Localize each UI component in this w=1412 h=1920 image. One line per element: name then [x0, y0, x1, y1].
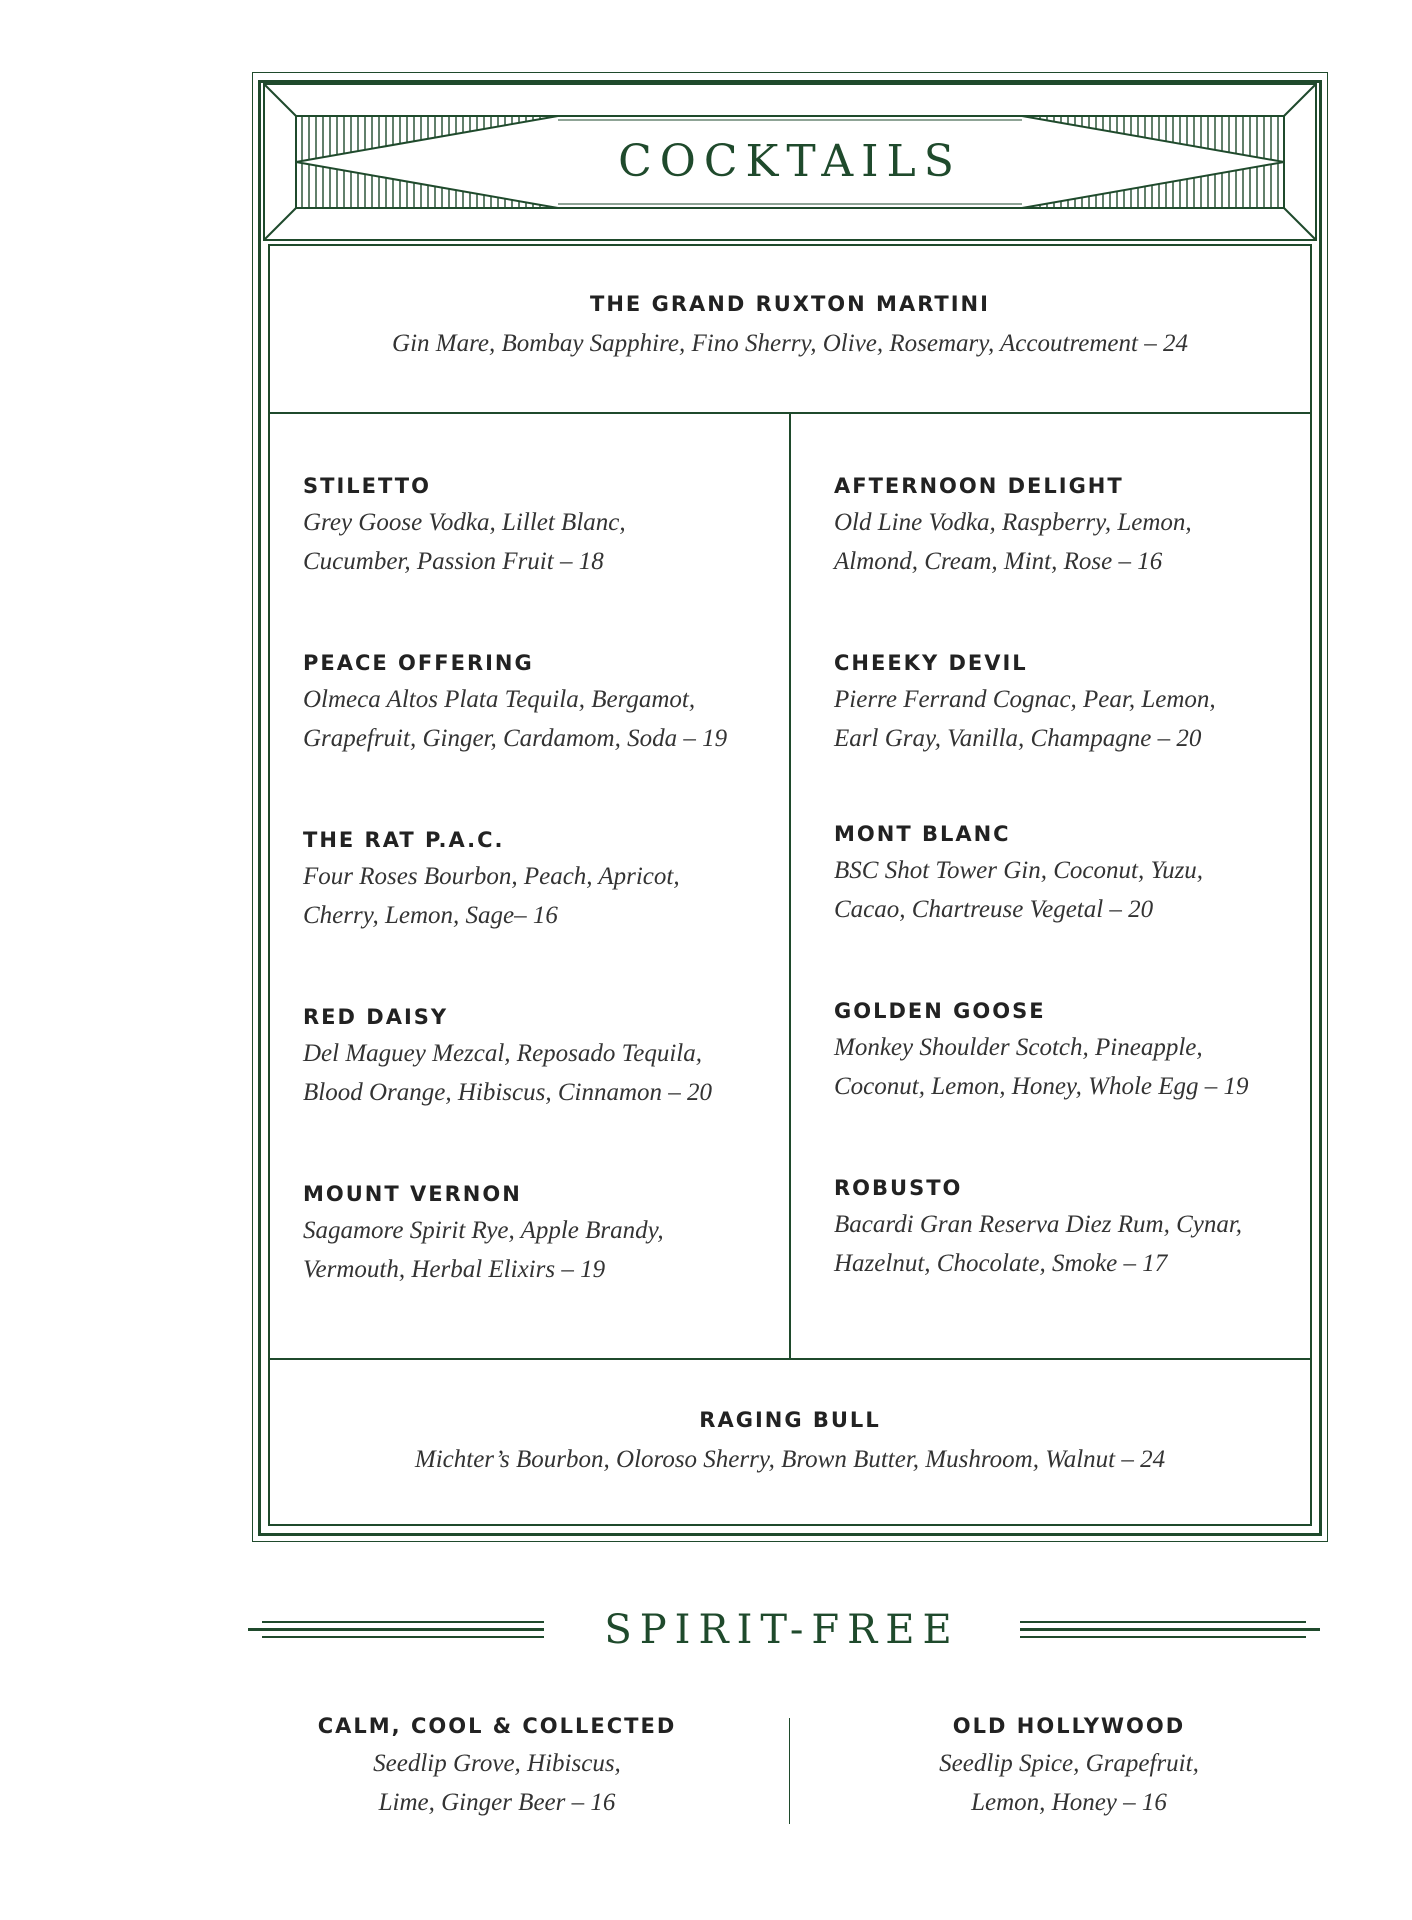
cocktail-description-line1: Olmeca Altos Plata Tequila, Bergamot, [303, 686, 696, 713]
cocktail-description-line2: Cucumber, Passion Fruit – 18 [303, 548, 604, 575]
cocktail-description-line1: Monkey Shoulder Scotch, Pineapple, [834, 1034, 1203, 1061]
cocktail-description-line1: Grey Goose Vodka, Lillet Blanc, [303, 509, 626, 536]
cocktail-name: GOLDEN GOOSE [834, 999, 1046, 1023]
cocktail-description-line1: Del Maguey Mezcal, Reposado Tequila, [303, 1040, 702, 1067]
cocktail-description-line2: Blood Orange, Hibiscus, Cinnamon – 20 [303, 1079, 713, 1106]
cocktail-name: RED DAISY [303, 1005, 449, 1029]
spirit-free-description-line1: Seedlip Grove, Hibiscus, [373, 1750, 621, 1777]
cocktail-description-line1: Four Roses Bourbon, Peach, Apricot, [303, 863, 680, 890]
cocktail-description-line1: Sagamore Spirit Rye, Apple Brandy, [303, 1217, 664, 1244]
featured-top-description: Gin Mare, Bombay Sapphire, Fino Sherry, Olive, Rosemary, Accoutrement – 24 [392, 330, 1188, 357]
cocktail-name: ROBUSTO [834, 1176, 963, 1200]
spirit-free-name: CALM, COOL & COLLECTED [317, 1714, 677, 1738]
featured-bottom-name: RAGING BULL [699, 1408, 881, 1432]
column-divider [789, 412, 791, 1358]
cocktail-description-line2: Vermouth, Herbal Elixirs – 19 [303, 1256, 606, 1283]
spirit-free-heading: SPIRIT-FREE [604, 1607, 960, 1653]
spirit-free-name: OLD HOLLYWOOD [952, 1714, 1186, 1738]
cocktails-heading: COCKTAILS [618, 136, 962, 187]
cocktail-name: MONT BLANC [834, 822, 1011, 846]
cocktail-description-line1: Bacardi Gran Reserva Diez Rum, Cynar, [834, 1211, 1243, 1238]
cocktail-description-line2: Grapefruit, Ginger, Cardamom, Soda – 19 [303, 725, 728, 752]
spirit-free-description-line2: Lime, Ginger Beer – 16 [378, 1789, 616, 1816]
spirit-free-rule-left [248, 1618, 544, 1642]
spirit-free-rule-right [1020, 1618, 1320, 1642]
spirit-free-description-line1: Seedlip Spice, Grapefruit, [939, 1750, 1199, 1777]
cocktail-description-line1: Old Line Vodka, Raspberry, Lemon, [834, 509, 1192, 536]
cocktail-description-line2: Earl Gray, Vanilla, Champagne – 20 [834, 725, 1202, 752]
featured-top-name: THE GRAND RUXTON MARTINI [590, 292, 990, 316]
cocktail-description-line2: Coconut, Lemon, Honey, Whole Egg – 19 [834, 1073, 1249, 1100]
cocktail-description-line1: BSC Shot Tower Gin, Coconut, Yuzu, [834, 857, 1204, 884]
cocktail-name: PEACE OFFERING [303, 651, 534, 675]
spirit-free-divider [789, 1718, 790, 1824]
cocktail-description-line1: Pierre Ferrand Cognac, Pear, Lemon, [834, 686, 1216, 713]
cocktail-name: THE RAT P.A.C. [303, 828, 505, 852]
cocktail-name: STILETTO [303, 474, 431, 498]
cocktail-name: MOUNT VERNON [303, 1182, 522, 1206]
cocktail-description-line2: Cacao, Chartreuse Vegetal – 20 [834, 896, 1154, 923]
cocktail-description-line2: Cherry, Lemon, Sage– 16 [303, 902, 558, 929]
spirit-free-description-line2: Lemon, Honey – 16 [971, 1789, 1167, 1816]
divider-bottom [268, 1358, 1312, 1360]
cocktail-name: CHEEKY DEVIL [834, 651, 1028, 675]
cocktail-description-line2: Almond, Cream, Mint, Rose – 16 [834, 548, 1163, 575]
cocktail-name: AFTERNOON DELIGHT [834, 474, 1124, 498]
cocktail-description-line2: Hazelnut, Chocolate, Smoke – 17 [834, 1250, 1168, 1277]
featured-bottom-description: Michter’s Bourbon, Oloroso Sherry, Brown Butter, Mushroom, Walnut – 24 [414, 1446, 1166, 1473]
